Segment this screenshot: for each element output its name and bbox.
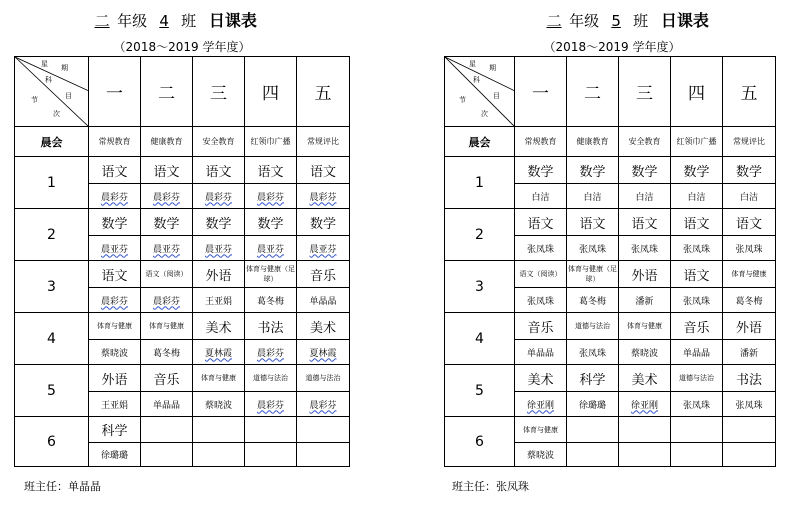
corner-label: 星 [469, 60, 476, 68]
day-header: 三 [193, 57, 245, 127]
subject-cell: 语文 [141, 157, 193, 184]
subject-cell: 语文（阅读） [515, 261, 567, 288]
teacher-cell: 徐亚刚 [619, 392, 671, 417]
subject-cell: 体育与健康（足球） [245, 261, 297, 288]
teacher-cell: 张凤珠 [671, 392, 723, 417]
subject-cell: 外语 [619, 261, 671, 288]
subject-cell [723, 417, 776, 443]
subject-cell: 书法 [245, 313, 297, 340]
teacher-cell: 晨彩芬 [245, 392, 297, 417]
subject-cell: 外语 [193, 261, 245, 288]
teacher-cell [723, 443, 776, 467]
subject-cell: 语文 [723, 209, 776, 236]
period-number: 5 [445, 365, 515, 417]
homeroom-teacher: 班主任：张凤珠 [452, 480, 529, 493]
period-number: 3 [15, 261, 89, 313]
period-number: 1 [445, 157, 515, 209]
teacher-cell: 张凤珠 [515, 236, 567, 261]
teacher-cell: 张凤珠 [723, 236, 776, 261]
subject-cell [619, 417, 671, 443]
teacher-cell: 潘新 [723, 340, 776, 365]
schedule-sheet-left [14, 0, 350, 506]
morning-item: 红领巾广播 [671, 127, 723, 157]
teacher-cell: 白洁 [515, 184, 567, 209]
subject-cell: 语文 [89, 261, 141, 288]
homeroom-teacher: 班主任：单晶晶 [24, 480, 101, 493]
corner-label: 目 [65, 92, 72, 100]
morning-label: 晨会 [445, 127, 515, 157]
teacher-cell: 王亚娟 [89, 392, 141, 417]
timetable [14, 56, 350, 467]
teacher-cell: 晨彩芬 [297, 392, 350, 417]
subject-cell: 数学 [671, 157, 723, 184]
timetable [444, 56, 776, 467]
morning-label: 晨会 [15, 127, 89, 157]
teacher-cell: 王亚娟 [193, 288, 245, 313]
subject-cell [567, 417, 619, 443]
subject-cell: 外语 [89, 365, 141, 392]
title-grade-suffix: 年级 [569, 12, 600, 30]
teacher-cell: 晨亚芬 [89, 236, 141, 261]
teacher-cell: 晨彩芬 [89, 184, 141, 209]
subject-cell: 体育与健康 [141, 313, 193, 340]
subject-cell: 数学 [245, 209, 297, 236]
teacher-cell: 晨彩芬 [245, 340, 297, 365]
subject-cell: 道德与法治 [245, 365, 297, 392]
teacher-cell: 葛冬梅 [567, 288, 619, 313]
period-number: 5 [15, 365, 89, 417]
teacher-cell [193, 443, 245, 467]
subject-cell: 语文（阅读） [141, 261, 193, 288]
morning-item: 常规教育 [89, 127, 141, 157]
morning-item: 常规教育 [515, 127, 567, 157]
teacher-cell: 张凤珠 [723, 392, 776, 417]
teacher-cell [297, 443, 350, 467]
subject-cell [297, 417, 350, 443]
subject-cell: 道德与法治 [297, 365, 350, 392]
subject-cell: 道德与法治 [671, 365, 723, 392]
subject-cell: 语文 [89, 157, 141, 184]
subject-cell: 音乐 [515, 313, 567, 340]
subject-cell: 数学 [141, 209, 193, 236]
teacher-cell: 葛冬梅 [141, 340, 193, 365]
teacher-cell: 张凤珠 [671, 288, 723, 313]
subject-cell: 美术 [297, 313, 350, 340]
subject-cell: 语文 [619, 209, 671, 236]
corner-label: 科 [473, 76, 480, 84]
subject-cell: 数学 [619, 157, 671, 184]
teacher-cell: 夏林霞 [193, 340, 245, 365]
title-class-suffix: 班 [181, 12, 197, 30]
teacher-cell: 白洁 [671, 184, 723, 209]
period-number: 2 [15, 209, 89, 261]
schedule-subtitle: （2018～2019 学年度） [543, 40, 681, 54]
teacher-cell: 张凤珠 [567, 340, 619, 365]
header-corner-cell [445, 57, 515, 127]
morning-item: 常规评比 [297, 127, 350, 157]
teacher-cell: 潘新 [619, 288, 671, 313]
teacher-cell: 晨彩芬 [141, 288, 193, 313]
subject-cell: 书法 [723, 365, 776, 392]
day-header: 四 [671, 57, 723, 127]
teacher-cell: 蔡晓波 [515, 443, 567, 467]
teacher-cell: 蔡晓波 [89, 340, 141, 365]
subject-cell [193, 417, 245, 443]
subject-cell: 体育与健康 [193, 365, 245, 392]
teacher-cell: 蔡晓波 [619, 340, 671, 365]
schedule-title [456, 8, 792, 31]
teacher-cell [567, 443, 619, 467]
teacher-cell: 单晶晶 [515, 340, 567, 365]
day-header: 五 [723, 57, 776, 127]
subject-cell: 美术 [515, 365, 567, 392]
teacher-cell: 徐璐璐 [89, 443, 141, 467]
day-header: 四 [245, 57, 297, 127]
corner-label: 期 [61, 64, 68, 72]
subject-cell: 语文 [567, 209, 619, 236]
teacher-cell: 晨彩芬 [245, 184, 297, 209]
subject-cell: 外语 [723, 313, 776, 340]
subject-cell: 音乐 [141, 365, 193, 392]
morning-item: 红领巾广播 [245, 127, 297, 157]
schedule-subtitle: （2018～2019 学年度） [113, 40, 251, 54]
corner-label: 节 [31, 96, 38, 104]
title-class: 5 [611, 12, 621, 30]
teacher-cell: 张凤珠 [671, 236, 723, 261]
teacher-cell: 白洁 [723, 184, 776, 209]
teacher-cell: 晨彩芬 [193, 184, 245, 209]
teacher-cell: 白洁 [619, 184, 671, 209]
corner-label: 次 [53, 110, 60, 118]
teacher-cell [671, 443, 723, 467]
subject-cell: 体育与健康 [515, 417, 567, 443]
teacher-cell: 晨彩芬 [89, 288, 141, 313]
subject-cell: 数学 [297, 209, 350, 236]
morning-item: 健康教育 [567, 127, 619, 157]
teacher-cell: 蔡晓波 [193, 392, 245, 417]
teacher-cell: 葛冬梅 [245, 288, 297, 313]
title-main: 日课表 [660, 11, 709, 30]
title-class: 4 [159, 12, 169, 30]
diagonal-lines [445, 57, 515, 127]
subject-cell: 美术 [193, 313, 245, 340]
corner-label: 科 [45, 76, 52, 84]
subject-cell: 科学 [567, 365, 619, 392]
teacher-cell: 徐亚刚 [515, 392, 567, 417]
teacher-cell: 夏林霞 [297, 340, 350, 365]
subject-cell: 体育与健康 [723, 261, 776, 288]
subject-cell: 语文 [193, 157, 245, 184]
morning-item: 健康教育 [141, 127, 193, 157]
title-class-suffix: 班 [633, 12, 649, 30]
period-number: 3 [445, 261, 515, 313]
subject-cell: 数学 [193, 209, 245, 236]
period-number: 1 [15, 157, 89, 209]
subject-cell: 道德与法治 [567, 313, 619, 340]
period-number: 6 [15, 417, 89, 467]
title-grade: 二 [546, 12, 562, 30]
teacher-cell: 晨彩芬 [141, 184, 193, 209]
subject-cell: 体育与健康 [619, 313, 671, 340]
teacher-cell: 晨亚芬 [297, 236, 350, 261]
subject-cell: 语文 [671, 261, 723, 288]
subject-cell: 语文 [515, 209, 567, 236]
subject-cell: 美术 [619, 365, 671, 392]
morning-item: 常规评比 [723, 127, 776, 157]
morning-item: 安全教育 [193, 127, 245, 157]
period-number: 2 [445, 209, 515, 261]
title-grade-suffix: 年级 [117, 12, 148, 30]
teacher-cell: 晨亚芬 [245, 236, 297, 261]
period-number: 4 [15, 313, 89, 365]
subject-cell: 科学 [89, 417, 141, 443]
teacher-cell: 张凤珠 [567, 236, 619, 261]
title-main: 日课表 [208, 11, 257, 30]
teacher-cell: 单晶晶 [671, 340, 723, 365]
corner-label: 星 [41, 60, 48, 68]
teacher-cell [141, 443, 193, 467]
schedule-sheet-right [444, 0, 780, 506]
teacher-cell: 晨亚芬 [141, 236, 193, 261]
teacher-cell: 白洁 [567, 184, 619, 209]
period-number: 6 [445, 417, 515, 467]
subject-cell: 音乐 [671, 313, 723, 340]
teacher-cell: 单晶晶 [297, 288, 350, 313]
title-grade: 二 [94, 12, 110, 30]
subject-cell: 数学 [89, 209, 141, 236]
teacher-cell: 张凤珠 [619, 236, 671, 261]
teacher-cell: 徐璐璐 [567, 392, 619, 417]
subject-cell: 体育与健康 [89, 313, 141, 340]
subject-cell: 数学 [515, 157, 567, 184]
subject-cell [141, 417, 193, 443]
teacher-cell: 晨彩芬 [297, 184, 350, 209]
subject-cell: 数学 [723, 157, 776, 184]
teacher-cell [245, 443, 297, 467]
day-header: 二 [567, 57, 619, 127]
teacher-cell [619, 443, 671, 467]
subject-cell: 语文 [245, 157, 297, 184]
diagonal-lines [15, 57, 89, 127]
corner-label: 期 [489, 64, 496, 72]
teacher-cell: 晨亚芬 [193, 236, 245, 261]
header-corner-cell [15, 57, 89, 127]
subject-cell: 数学 [567, 157, 619, 184]
subject-cell: 音乐 [297, 261, 350, 288]
subject-cell: 体育与健康（足球） [567, 261, 619, 288]
subject-cell: 语文 [671, 209, 723, 236]
teacher-cell: 葛冬梅 [723, 288, 776, 313]
day-header: 二 [141, 57, 193, 127]
day-header: 一 [89, 57, 141, 127]
subject-cell: 语文 [297, 157, 350, 184]
day-header: 五 [297, 57, 350, 127]
teacher-cell: 张凤珠 [515, 288, 567, 313]
teacher-cell: 单晶晶 [141, 392, 193, 417]
corner-label: 目 [493, 92, 500, 100]
period-number: 4 [445, 313, 515, 365]
corner-label: 节 [459, 96, 466, 104]
subject-cell [245, 417, 297, 443]
morning-item: 安全教育 [619, 127, 671, 157]
day-header: 一 [515, 57, 567, 127]
schedule-title [4, 8, 340, 31]
subject-cell [671, 417, 723, 443]
corner-label: 次 [481, 110, 488, 118]
day-header: 三 [619, 57, 671, 127]
